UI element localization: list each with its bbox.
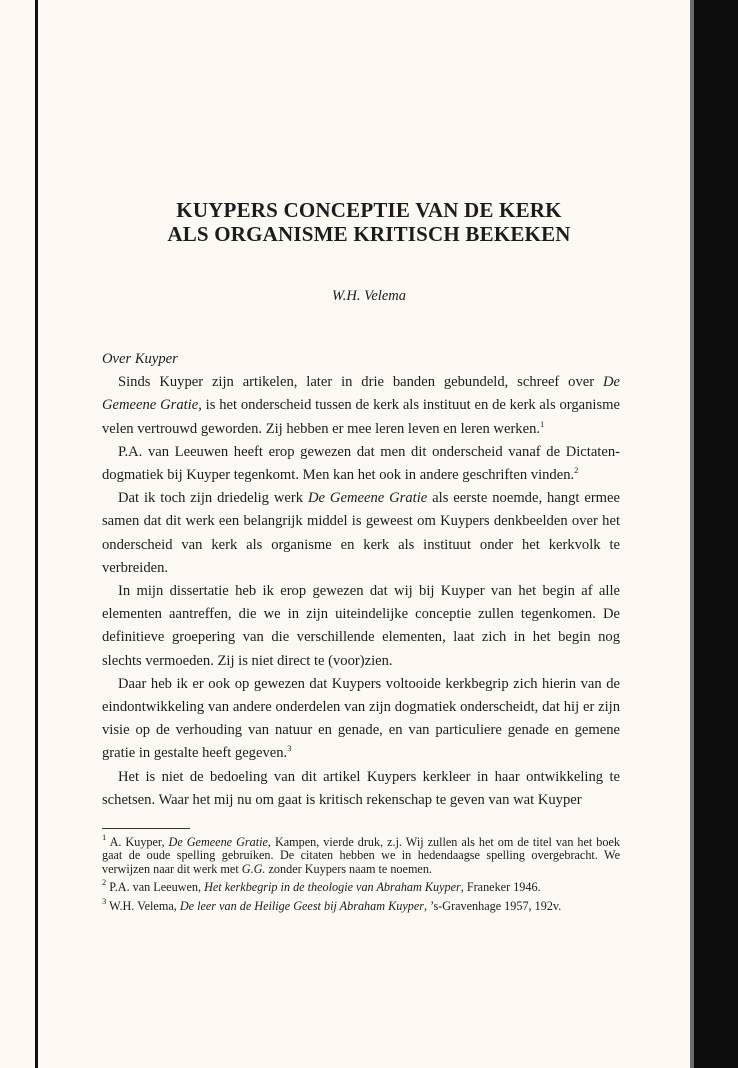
footnotes [102,832,620,918]
paragraph-3: Dat ik toch zijn driedelig werk De Gemeene Gratie als eerste noemde, hangt ermee samen dat dit werk een belangrijk middel is geweest om Kuypers denkbeelden over het onderscheid van kerk als organisme en kerk als instituut onder het kerkvolk te verbreiden. [102,490,620,576]
section-heading: Over Kuyper [102,351,178,367]
title-line-1: KUYPERS CONCEPTIE VAN DE KERK [176,198,562,222]
paragraph-4: In mijn dissertatie heb ik erop gewezen dat wij bij Kuyper van het begin af alle elementen aantreffen, die we in zijn uiteindelijke conceptie zullen tegenkomen. De definitieve groepering van die verschillende elementen, laat zich in het begin nog slechts vermoeden. Zij is niet direct te (voor)zien. [102,583,620,669]
scan-right-edge [694,0,738,1068]
paragraph-6: Het is niet de bedoeling van dit artikel Kuypers kerkleer in haar ontwikkeling te schetsen. Waar het mij nu om gaat is kritisch rekenschap te geven van wat Kuyper [102,768,620,808]
scan-left-margin [0,0,36,1068]
title-line-2: ALS ORGANISME KRITISCH BEKEKEN [167,222,571,246]
footnote-1: $^1$ A. Kuyper, De Gemeene Gratie, Kampen, vierde druk, z.j. Wij zullen als het om de titel van het boek gaat de oude spelling gebruiken. De citaten hebben we in hedendaagse spelling overgebracht. We verwijzen naar dit werk met G.G. zonder Kuypers naam te noemen. [102,832,620,876]
author-name: W.H. Velema [332,288,406,304]
footnote-3: $^3$ W.H. Velema, De leer van de Heilige Geest bij Abraham Kuyper, ’s-Gravenhage 1957, 192v. [102,895,562,913]
article-title [0,198,738,246]
paragraph-2: P.A. van Leeuwen heeft erop gewezen dat men dit onderscheid vanaf de Dictaten-dogmatiek bij Kuyper tegenkomt. Men kan het ook in andere geschriften vinden.$^2$ [102,443,620,484]
article-body [102,348,620,812]
scan-left-edge-line [35,0,38,1068]
footnote-ref-3: 3 [287,743,292,754]
footnote-ref-1: 1 [540,418,545,429]
paragraph-5: Daar heb ik er ook op gewezen dat Kuypers voltooide kerkbegrip zich hierin van de eindontwikkeling van andere onderdelen van zijn dogmatiek onderscheidt, dat hij er zijn visie op de verhouding van natuur en genade, en van particuliere genade en gemene gratie in gestalte heeft gegeven.$^3$ [102,675,620,762]
paragraph-1: Sinds Kuyper zijn artikelen, later in drie banden gebundeld, schreef over De Gemeene Gratie, is het onderscheid tussen de kerk als instituut en de kerk als organisme velen vertrouwd geworden. Zij hebben er mee leren leven en leren werken.$^1$ [102,374,620,437]
footnote-2: $^2$ P.A. van Leeuwen, Het kerkbegrip in de theologie van Abraham Kuyper, Franeker 1946. [102,877,541,895]
footnote-ref-2: 2 [574,465,579,476]
footnote-divider [102,828,190,829]
